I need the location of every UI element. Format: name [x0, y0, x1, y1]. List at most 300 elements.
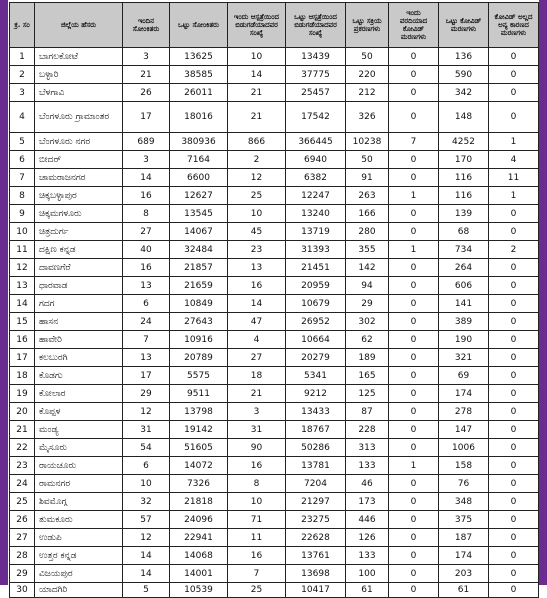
cell-total-infected: 19142 [170, 421, 228, 439]
cell-today-deaths: 0 [389, 84, 439, 102]
cell-total-discharged: 13698 [286, 565, 346, 583]
cell-other-deaths: 0 [489, 223, 539, 241]
cell-district: ಕೊಡಗು [35, 367, 123, 385]
cell-district: ಕಲಬುರಗಿ [35, 349, 123, 367]
cell-today-deaths: 0 [389, 259, 439, 277]
cell-other-deaths: 11 [489, 169, 539, 187]
table-row [10, 277, 539, 295]
cell-district: ಶಿವಮೊಗ್ಗ [35, 493, 123, 511]
cell-total-deaths: 734 [439, 241, 489, 259]
cell-total-infected: 13798 [170, 403, 228, 421]
cell-active-cases: 189 [346, 349, 389, 367]
cell-today-deaths: 0 [389, 565, 439, 583]
cell-today-discharged: 10 [228, 48, 286, 66]
cell-today-infected: 32 [123, 493, 170, 511]
cell-today-deaths: 0 [389, 385, 439, 403]
cell-today-deaths: 7 [389, 133, 439, 151]
cell-total-discharged: 17542 [286, 102, 346, 133]
cell-today-deaths: 0 [389, 367, 439, 385]
cell-total-infected: 13625 [170, 48, 228, 66]
table-row [10, 259, 539, 277]
table-row [10, 241, 539, 259]
cell-total-infected: 26011 [170, 84, 228, 102]
cell-serial: 24 [10, 475, 35, 493]
cell-other-deaths: 4 [489, 151, 539, 169]
cell-total-discharged: 21451 [286, 259, 346, 277]
cell-district: ರಾಮನಗರ [35, 475, 123, 493]
cell-active-cases: 10238 [346, 133, 389, 151]
cell-district: ಹಾವೇರಿ [35, 331, 123, 349]
cell-district: ಕೊಪ್ಪಳ [35, 403, 123, 421]
cell-serial: 9 [10, 205, 35, 223]
cell-total-infected: 5575 [170, 367, 228, 385]
cell-district: ಹಾಸನ [35, 313, 123, 331]
cell-total-infected: 51605 [170, 439, 228, 457]
table-row [10, 367, 539, 385]
cell-today-discharged: 25 [228, 187, 286, 205]
cell-serial: 5 [10, 133, 35, 151]
cell-total-deaths: 4252 [439, 133, 489, 151]
cell-active-cases: 355 [346, 241, 389, 259]
cell-today-infected: 24 [123, 313, 170, 331]
table-header [10, 3, 539, 48]
cell-today-discharged: 10 [228, 205, 286, 223]
cell-total-discharged: 12247 [286, 187, 346, 205]
cell-serial: 13 [10, 277, 35, 295]
cell-active-cases: 61 [346, 583, 389, 598]
cell-today-deaths: 0 [389, 205, 439, 223]
table-row [10, 151, 539, 169]
cell-today-discharged: 866 [228, 133, 286, 151]
cell-active-cases: 87 [346, 403, 389, 421]
cell-district: ಮಂಡ್ಯ [35, 421, 123, 439]
cell-today-infected: 689 [123, 133, 170, 151]
cell-total-deaths: 148 [439, 102, 489, 133]
cell-district: ದಾವಣಗೆರೆ [35, 259, 123, 277]
table-row [10, 84, 539, 102]
cell-other-deaths: 0 [489, 331, 539, 349]
cell-district: ರಾಯಚೂರು [35, 457, 123, 475]
cell-total-deaths: 76 [439, 475, 489, 493]
cell-serial: 30 [10, 583, 35, 598]
cell-today-infected: 21 [123, 66, 170, 84]
cell-other-deaths: 0 [489, 565, 539, 583]
cell-total-deaths: 61 [439, 583, 489, 598]
cell-total-discharged: 13781 [286, 457, 346, 475]
table-row [10, 511, 539, 529]
cell-serial: 28 [10, 547, 35, 565]
cell-today-infected: 54 [123, 439, 170, 457]
cell-total-deaths: 375 [439, 511, 489, 529]
cell-today-discharged: 23 [228, 241, 286, 259]
cell-district: ಗದಗ [35, 295, 123, 313]
cell-other-deaths: 0 [489, 66, 539, 84]
cell-today-discharged: 21 [228, 102, 286, 133]
cell-district: ಬಾಗಲಕೋಟೆ [35, 48, 123, 66]
cell-serial: 21 [10, 421, 35, 439]
cell-active-cases: 263 [346, 187, 389, 205]
cell-serial: 22 [10, 439, 35, 457]
cell-active-cases: 133 [346, 457, 389, 475]
cell-active-cases: 50 [346, 48, 389, 66]
table-row [10, 421, 539, 439]
cell-today-discharged: 21 [228, 84, 286, 102]
cell-today-discharged: 25 [228, 583, 286, 598]
cell-total-infected: 6600 [170, 169, 228, 187]
cell-district: ಬೆಂಗಳೂರು ನಗರ [35, 133, 123, 151]
cell-total-infected: 27643 [170, 313, 228, 331]
cell-total-deaths: 158 [439, 457, 489, 475]
table-row [10, 439, 539, 457]
table-row [10, 385, 539, 403]
cell-total-infected: 14001 [170, 565, 228, 583]
header-today-deaths: ಇಂದು ವರದಿಯಾದ ಕೋವಿಡ್ ಮರಣಗಳು [389, 3, 439, 48]
cell-total-discharged: 31393 [286, 241, 346, 259]
cell-today-infected: 31 [123, 421, 170, 439]
cell-other-deaths: 0 [489, 493, 539, 511]
header-other-deaths: ಕೋವಿಡ್ ಅಲ್ಲದ ಅನ್ಯ ಕಾರಣದ ಮರಣಗಳು [489, 3, 539, 48]
cell-today-discharged: 18 [228, 367, 286, 385]
cell-total-infected: 32484 [170, 241, 228, 259]
cell-other-deaths: 0 [489, 48, 539, 66]
cell-other-deaths: 0 [489, 583, 539, 598]
cell-other-deaths: 0 [489, 529, 539, 547]
cell-active-cases: 326 [346, 102, 389, 133]
table-row [10, 313, 539, 331]
cell-total-discharged: 25457 [286, 84, 346, 102]
cell-today-infected: 6 [123, 295, 170, 313]
cell-today-discharged: 47 [228, 313, 286, 331]
table-row [10, 331, 539, 349]
cell-serial: 19 [10, 385, 35, 403]
cell-today-infected: 5 [123, 583, 170, 598]
cell-total-deaths: 348 [439, 493, 489, 511]
cell-today-deaths: 0 [389, 493, 439, 511]
cell-other-deaths: 0 [489, 439, 539, 457]
cell-today-deaths: 0 [389, 403, 439, 421]
cell-today-deaths: 0 [389, 66, 439, 84]
cell-total-discharged: 21297 [286, 493, 346, 511]
cell-today-discharged: 16 [228, 547, 286, 565]
cell-other-deaths: 0 [489, 385, 539, 403]
cell-other-deaths: 0 [489, 367, 539, 385]
cell-total-deaths: 203 [439, 565, 489, 583]
cell-total-discharged: 26952 [286, 313, 346, 331]
cell-total-deaths: 116 [439, 169, 489, 187]
cell-today-discharged: 16 [228, 457, 286, 475]
cell-today-infected: 8 [123, 205, 170, 223]
cell-other-deaths: 0 [489, 457, 539, 475]
cell-total-deaths: 590 [439, 66, 489, 84]
cell-district: ಚಿಕ್ಕಬಳ್ಳಾಪುರ [35, 187, 123, 205]
table-row [10, 349, 539, 367]
cell-total-deaths: 264 [439, 259, 489, 277]
cell-active-cases: 94 [346, 277, 389, 295]
cell-other-deaths: 1 [489, 187, 539, 205]
cell-today-infected: 57 [123, 511, 170, 529]
cell-active-cases: 100 [346, 565, 389, 583]
cell-total-discharged: 37775 [286, 66, 346, 84]
cell-total-discharged: 366445 [286, 133, 346, 151]
cell-total-deaths: 278 [439, 403, 489, 421]
cell-today-discharged: 8 [228, 475, 286, 493]
table-row [10, 295, 539, 313]
cell-other-deaths: 0 [489, 313, 539, 331]
cell-other-deaths: 0 [489, 349, 539, 367]
cell-other-deaths: 0 [489, 102, 539, 133]
cell-district: ಚಿತ್ರದುರ್ಗ [35, 223, 123, 241]
cell-total-discharged: 50286 [286, 439, 346, 457]
cell-today-infected: 14 [123, 547, 170, 565]
cell-total-infected: 22941 [170, 529, 228, 547]
cell-today-infected: 16 [123, 259, 170, 277]
cell-district: ಬೆಳಗಾವಿ [35, 84, 123, 102]
cell-today-infected: 13 [123, 277, 170, 295]
table-row [10, 547, 539, 565]
cell-total-infected: 14072 [170, 457, 228, 475]
cell-other-deaths: 1 [489, 133, 539, 151]
table-row [10, 529, 539, 547]
cell-active-cases: 228 [346, 421, 389, 439]
cell-other-deaths: 0 [489, 205, 539, 223]
cell-total-infected: 38585 [170, 66, 228, 84]
cell-serial: 27 [10, 529, 35, 547]
table-row [10, 66, 539, 84]
cell-total-infected: 10539 [170, 583, 228, 598]
header-serial: ಕ್ರ. ಸಂ [10, 3, 35, 48]
cell-total-deaths: 321 [439, 349, 489, 367]
cell-total-discharged: 20279 [286, 349, 346, 367]
cell-serial: 26 [10, 511, 35, 529]
cell-other-deaths: 0 [489, 277, 539, 295]
cell-district: ಚಾಮರಾಜನಗರ [35, 169, 123, 187]
cell-district: ಬೆಂಗಳೂರು ಗ್ರಾಮಾಂತರ [35, 102, 123, 133]
cell-serial: 11 [10, 241, 35, 259]
cell-today-deaths: 0 [389, 313, 439, 331]
cell-today-deaths: 1 [389, 187, 439, 205]
cell-serial: 14 [10, 295, 35, 313]
cell-total-infected: 21818 [170, 493, 228, 511]
cell-total-infected: 7326 [170, 475, 228, 493]
cell-district: ಮೈಸೂರು [35, 439, 123, 457]
cell-other-deaths: 0 [489, 295, 539, 313]
table-row [10, 565, 539, 583]
table-row [10, 475, 539, 493]
cell-today-discharged: 13 [228, 259, 286, 277]
cell-total-infected: 14067 [170, 223, 228, 241]
cell-total-discharged: 13719 [286, 223, 346, 241]
table-row [10, 493, 539, 511]
cell-total-infected: 21659 [170, 277, 228, 295]
cell-total-infected: 24096 [170, 511, 228, 529]
cell-district: ಕೋಲಾರ [35, 385, 123, 403]
cell-total-infected: 14068 [170, 547, 228, 565]
cell-district: ಧಾರವಾಡ [35, 277, 123, 295]
table-row [10, 403, 539, 421]
cell-today-deaths: 1 [389, 457, 439, 475]
cell-total-infected: 20789 [170, 349, 228, 367]
cell-today-discharged: 10 [228, 493, 286, 511]
cell-active-cases: 29 [346, 295, 389, 313]
table-row [10, 102, 539, 133]
cell-active-cases: 173 [346, 493, 389, 511]
cell-total-deaths: 1006 [439, 439, 489, 457]
cell-active-cases: 50 [346, 151, 389, 169]
cell-total-discharged: 13761 [286, 547, 346, 565]
cell-today-discharged: 21 [228, 385, 286, 403]
cell-total-discharged: 5341 [286, 367, 346, 385]
cell-today-discharged: 12 [228, 169, 286, 187]
cell-active-cases: 313 [346, 439, 389, 457]
cell-today-deaths: 1 [389, 241, 439, 259]
header-today-infected: ಇಂದಿನ ಸೋಂಕಿತರು [123, 3, 170, 48]
cell-serial: 4 [10, 102, 35, 133]
cell-serial: 20 [10, 403, 35, 421]
cell-total-deaths: 174 [439, 385, 489, 403]
cell-today-discharged: 16 [228, 277, 286, 295]
cell-today-deaths: 0 [389, 421, 439, 439]
header-total-infected: ಒಟ್ಟು ಸೋಂಕಿತರು [170, 3, 228, 48]
cell-serial: 23 [10, 457, 35, 475]
table-row [10, 457, 539, 475]
cell-total-discharged: 10417 [286, 583, 346, 598]
cell-serial: 8 [10, 187, 35, 205]
right-frame-border [539, 0, 547, 585]
cell-serial: 29 [10, 565, 35, 583]
cell-total-discharged: 13240 [286, 205, 346, 223]
cell-today-infected: 12 [123, 529, 170, 547]
cell-active-cases: 133 [346, 547, 389, 565]
cell-today-deaths: 0 [389, 475, 439, 493]
cell-today-discharged: 4 [228, 331, 286, 349]
cell-serial: 6 [10, 151, 35, 169]
cell-district: ವಿಜಯಪುರ [35, 565, 123, 583]
cell-today-infected: 27 [123, 223, 170, 241]
cell-today-infected: 3 [123, 48, 170, 66]
cell-today-deaths: 0 [389, 295, 439, 313]
cell-today-deaths: 0 [389, 349, 439, 367]
cell-total-infected: 10849 [170, 295, 228, 313]
cell-today-deaths: 0 [389, 583, 439, 598]
cell-district: ಬೀದರ್ [35, 151, 123, 169]
cell-total-infected: 18016 [170, 102, 228, 133]
cell-total-deaths: 136 [439, 48, 489, 66]
cell-today-discharged: 14 [228, 66, 286, 84]
header-today-discharged: ಇಂದು ಆಸ್ಪತ್ರೆಯಿಂದ ಬಿಡುಗಡೆಯಾದವರ ಸಂಖ್ಯೆ [228, 3, 286, 48]
cell-today-discharged: 3 [228, 403, 286, 421]
cell-active-cases: 446 [346, 511, 389, 529]
cell-total-discharged: 10664 [286, 331, 346, 349]
cell-total-discharged: 6940 [286, 151, 346, 169]
cell-district: ದಕ್ಷಿಣ ಕನ್ನಡ [35, 241, 123, 259]
table-row [10, 133, 539, 151]
header-district: ಜಿಲ್ಲೆಯ ಹೆಸರು [35, 3, 123, 48]
cell-total-discharged: 10679 [286, 295, 346, 313]
cell-total-infected: 10916 [170, 331, 228, 349]
cell-district: ಬಳ್ಳಾರಿ [35, 66, 123, 84]
cell-serial: 16 [10, 331, 35, 349]
cell-district: ತುಮಕೂರು [35, 511, 123, 529]
cell-total-discharged: 20959 [286, 277, 346, 295]
cell-serial: 12 [10, 259, 35, 277]
cell-serial: 25 [10, 493, 35, 511]
cell-district: ಉತ್ತರ ಕನ್ನಡ [35, 547, 123, 565]
cell-total-deaths: 389 [439, 313, 489, 331]
cell-total-discharged: 18767 [286, 421, 346, 439]
cell-today-infected: 17 [123, 102, 170, 133]
cell-serial: 10 [10, 223, 35, 241]
district-covid-table [9, 2, 539, 598]
cell-today-infected: 29 [123, 385, 170, 403]
cell-serial: 3 [10, 84, 35, 102]
cell-today-infected: 16 [123, 187, 170, 205]
cell-today-deaths: 0 [389, 511, 439, 529]
header-active-cases: ಒಟ್ಟು ಸಕ್ರಿಯ ಪ್ರಕರಣಗಳು [346, 3, 389, 48]
cell-today-discharged: 2 [228, 151, 286, 169]
cell-today-discharged: 71 [228, 511, 286, 529]
cell-other-deaths: 0 [489, 84, 539, 102]
cell-today-discharged: 31 [228, 421, 286, 439]
cell-serial: 7 [10, 169, 35, 187]
cell-other-deaths: 0 [489, 421, 539, 439]
cell-other-deaths: 0 [489, 259, 539, 277]
cell-today-infected: 17 [123, 367, 170, 385]
cell-today-deaths: 0 [389, 529, 439, 547]
cell-active-cases: 62 [346, 331, 389, 349]
table-row [10, 205, 539, 223]
cell-today-infected: 6 [123, 457, 170, 475]
cell-total-deaths: 190 [439, 331, 489, 349]
header-total-discharged: ಒಟ್ಟು ಆಸ್ಪತ್ರೆಯಿಂದ ಬಿಡುಗಡೆಯಾದವರ ಸಂಖ್ಯೆ [286, 3, 346, 48]
cell-total-deaths: 141 [439, 295, 489, 313]
cell-today-infected: 3 [123, 151, 170, 169]
cell-today-infected: 12 [123, 403, 170, 421]
cell-total-deaths: 174 [439, 547, 489, 565]
cell-today-discharged: 14 [228, 295, 286, 313]
cell-active-cases: 126 [346, 529, 389, 547]
cell-active-cases: 280 [346, 223, 389, 241]
cell-total-discharged: 6382 [286, 169, 346, 187]
table-row [10, 48, 539, 66]
cell-today-deaths: 0 [389, 151, 439, 169]
cell-active-cases: 142 [346, 259, 389, 277]
cell-total-infected: 21857 [170, 259, 228, 277]
cell-today-discharged: 27 [228, 349, 286, 367]
cell-other-deaths: 0 [489, 403, 539, 421]
cell-total-discharged: 9212 [286, 385, 346, 403]
cell-total-discharged: 7204 [286, 475, 346, 493]
cell-today-infected: 10 [123, 475, 170, 493]
cell-active-cases: 166 [346, 205, 389, 223]
table-row [10, 223, 539, 241]
cell-total-deaths: 342 [439, 84, 489, 102]
cell-total-discharged: 13433 [286, 403, 346, 421]
cell-active-cases: 125 [346, 385, 389, 403]
cell-today-deaths: 0 [389, 331, 439, 349]
cell-today-deaths: 0 [389, 439, 439, 457]
table-body [10, 48, 539, 598]
cell-today-deaths: 0 [389, 48, 439, 66]
cell-serial: 17 [10, 349, 35, 367]
cell-total-deaths: 139 [439, 205, 489, 223]
cell-today-infected: 40 [123, 241, 170, 259]
cell-other-deaths: 0 [489, 547, 539, 565]
cell-today-deaths: 0 [389, 169, 439, 187]
cell-active-cases: 212 [346, 84, 389, 102]
cell-total-deaths: 68 [439, 223, 489, 241]
cell-serial: 18 [10, 367, 35, 385]
header-row [10, 3, 539, 48]
